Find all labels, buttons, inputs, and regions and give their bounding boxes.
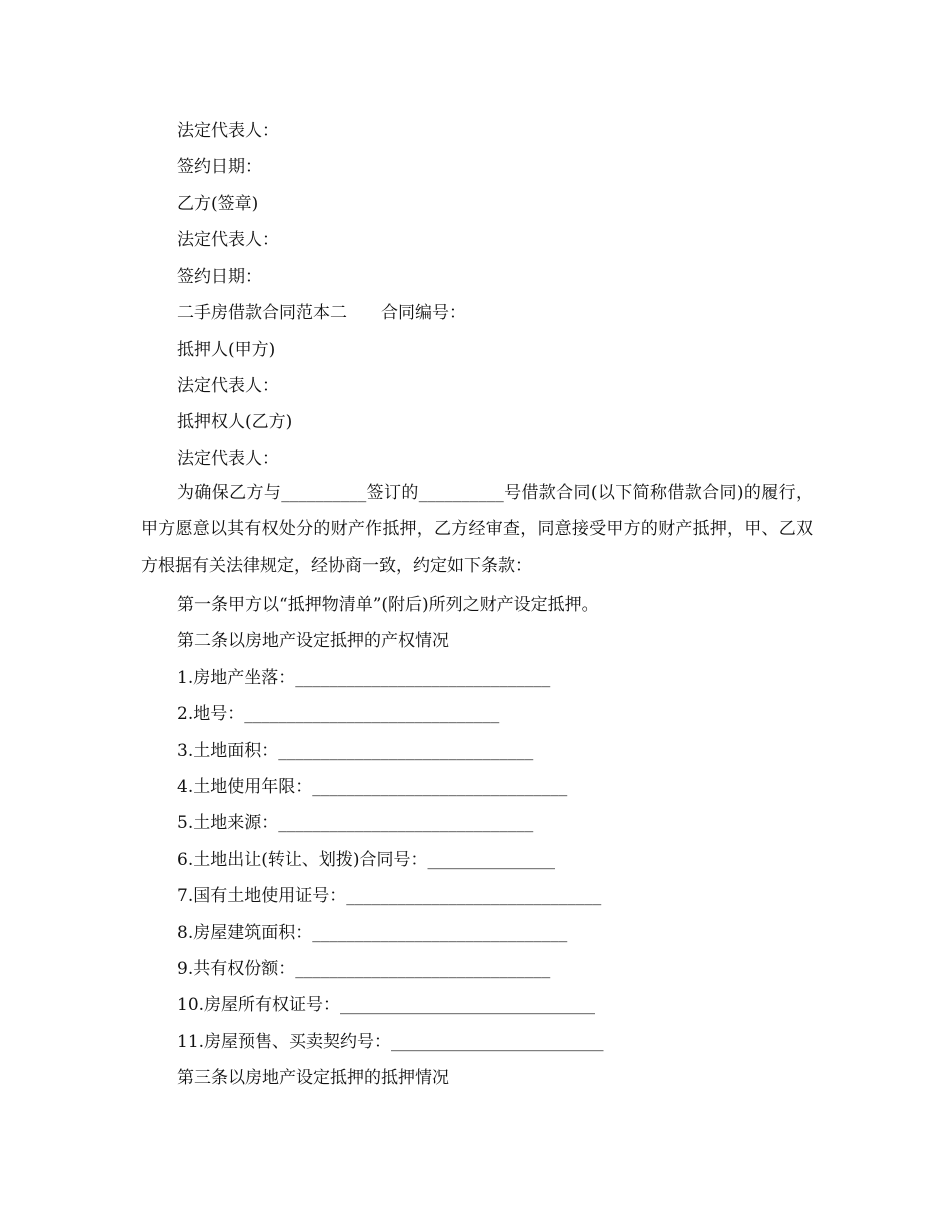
property-item: 10.房屋所有权证号：______________________________ (177, 995, 596, 1015)
property-item: 8.房屋建筑面积：______________________________ (177, 923, 568, 943)
property-item: 4.土地使用年限：______________________________ (177, 777, 568, 797)
property-item: 5.土地来源：______________________________ (177, 813, 534, 833)
legal-representative-label: 法定代表人： (177, 376, 279, 396)
property-item: 9.共有权份额：______________________________ (177, 959, 551, 979)
legal-representative-label: 法定代表人： (177, 121, 279, 141)
intro-paragraph: 为确保乙方与__________签订的__________号借款合同(以下简称借款合同)的履行，甲方愿意以其有权处分的财产作抵押，乙方经审查，同意接受甲方的财产抵押，甲、乙双方根据有关法律规定，经协商一致，约定如下条款： (141, 483, 813, 576)
property-item: 6.土地出让(转让、划拨)合同号：_______________ (177, 850, 555, 870)
legal-representative-label: 法定代表人： (177, 449, 279, 469)
property-item: 2.地号：______________________________ (177, 704, 500, 724)
property-item: 7.国有土地使用证号：______________________________ (177, 886, 602, 906)
party-b-seal-label: 乙方(签章) (177, 194, 259, 214)
signing-date-label: 签约日期： (177, 267, 262, 287)
article-3-heading: 第三条以房地产设定抵押的抵押情况 (177, 1068, 449, 1088)
article-1: 第一条甲方以“抵押物清单”(附后)所列之财产设定抵押。 (177, 595, 599, 615)
signing-date-label: 签约日期： (177, 157, 262, 177)
legal-representative-label: 法定代表人： (177, 230, 279, 250)
contract-title-line: 二手房借款合同范本二 合同编号： (177, 303, 466, 323)
article-2-heading: 第二条以房地产设定抵押的产权情况 (177, 631, 449, 651)
property-item: 3.土地面积：______________________________ (177, 741, 534, 761)
property-item: 11.房屋预售、买卖契约号：_________________________ (177, 1032, 604, 1052)
mortgagor-label: 抵押人(甲方) (177, 340, 276, 360)
property-item: 1.房地产坐落：______________________________ (177, 668, 551, 688)
mortgagee-label: 抵押权人(乙方) (177, 412, 293, 432)
